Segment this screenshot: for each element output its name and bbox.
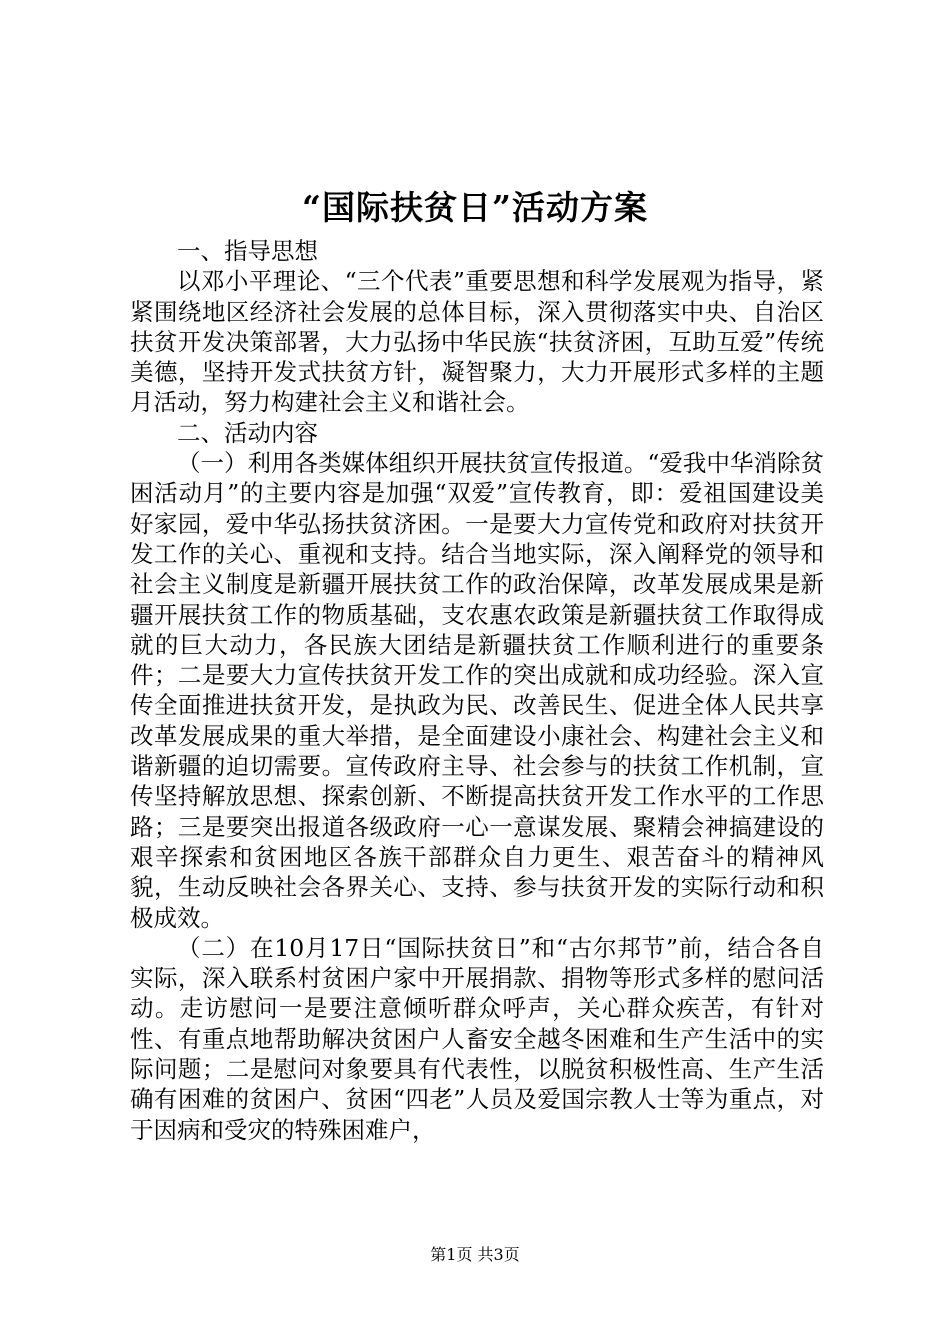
paragraph-media-publicity: （一）利用各类媒体组织开展扶贫宣传报道。“爱我中华消除贫困活动月”的主要内容是加强“双爱”宣传教育，即：爱祖国建设美好家园，爱中华弘扬扶贫济困。一是要大力宣传党和政府对扶贫开发工作的关心、重视和支持。结合当地实际，深入阐释党的领导和社会主义制度是新疆开展扶贫工作的政治保障，改革发展成果是新疆开展扶贫工作的物质基础，支农惠农政策是新疆扶贫工作取得成就的巨大动力，各民族大团结是新疆扶贫工作顺利进行的重要条件；二是要大力宣传扶贫开发工作的突出成就和成功经验。深入宣传全面推进扶贫开发，是执政为民、改善民生、促进全体人民共享改革发展成果的重大举措，是全面建设小康社会、构建社会主义和谐新疆的迫切需要。宣传政府主导、社会参与的扶贫工作机制，宣传坚持解放思想、探索创新、不断提高扶贫开发工作水平的工作思路；三是要突出报道各级政府一心一意谋发展、聚精会神搞建设的艰辛探索和贫困地区各族干部群众自力更生、艰苦奋斗的精神风貌，生动反映社会各界关心、支持、参与扶贫开发的实际行动和积极成效。	[130, 449, 824, 932]
section-heading-guiding-ideology: 一、指导思想	[177, 237, 318, 265]
page-title: “国际扶贫日”活动方案	[302, 188, 648, 227]
section-heading-activity-content: 二、活动内容	[177, 418, 318, 447]
page-number-footer: 第1页 共3页	[430, 1245, 520, 1264]
paragraph-guiding-ideology: 以邓小平理论、“三个代表”重要思想和科学发展观为指导，紧紧围绕地区经济社会发展的总体目标，深入贯彻落实中央、自治区扶贫开发决策部署，大力弘扬中华民族“扶贫济困，互助互爱”传统美德，坚持开发式扶贫方针，凝智聚力，大力开展形式多样的主题月活动，努力构建社会主义和谐社会。	[130, 267, 824, 417]
paragraph-visit-activities: （二）在10月17日“国际扶贫日”和“古尔邦节”前，结合各自实际，深入联系村贫困户家中开展捐款、捐物等形式多样的慰问活动。走访慰问一是要注意倾听群众呼声，关心群众疾苦，有针对性、有重点地帮助解决贫困户人畜安全越冬困难和生产生活中的实际问题；二是慰问对象要具有代表性，以脱贫积极性高、生产生活确有困难的贫困户、贫困“四老”人员及爱国宗教人士等为重点，对于因病和受灾的特殊困难户，	[130, 933, 824, 1144]
document-body	[130, 236, 824, 1145]
